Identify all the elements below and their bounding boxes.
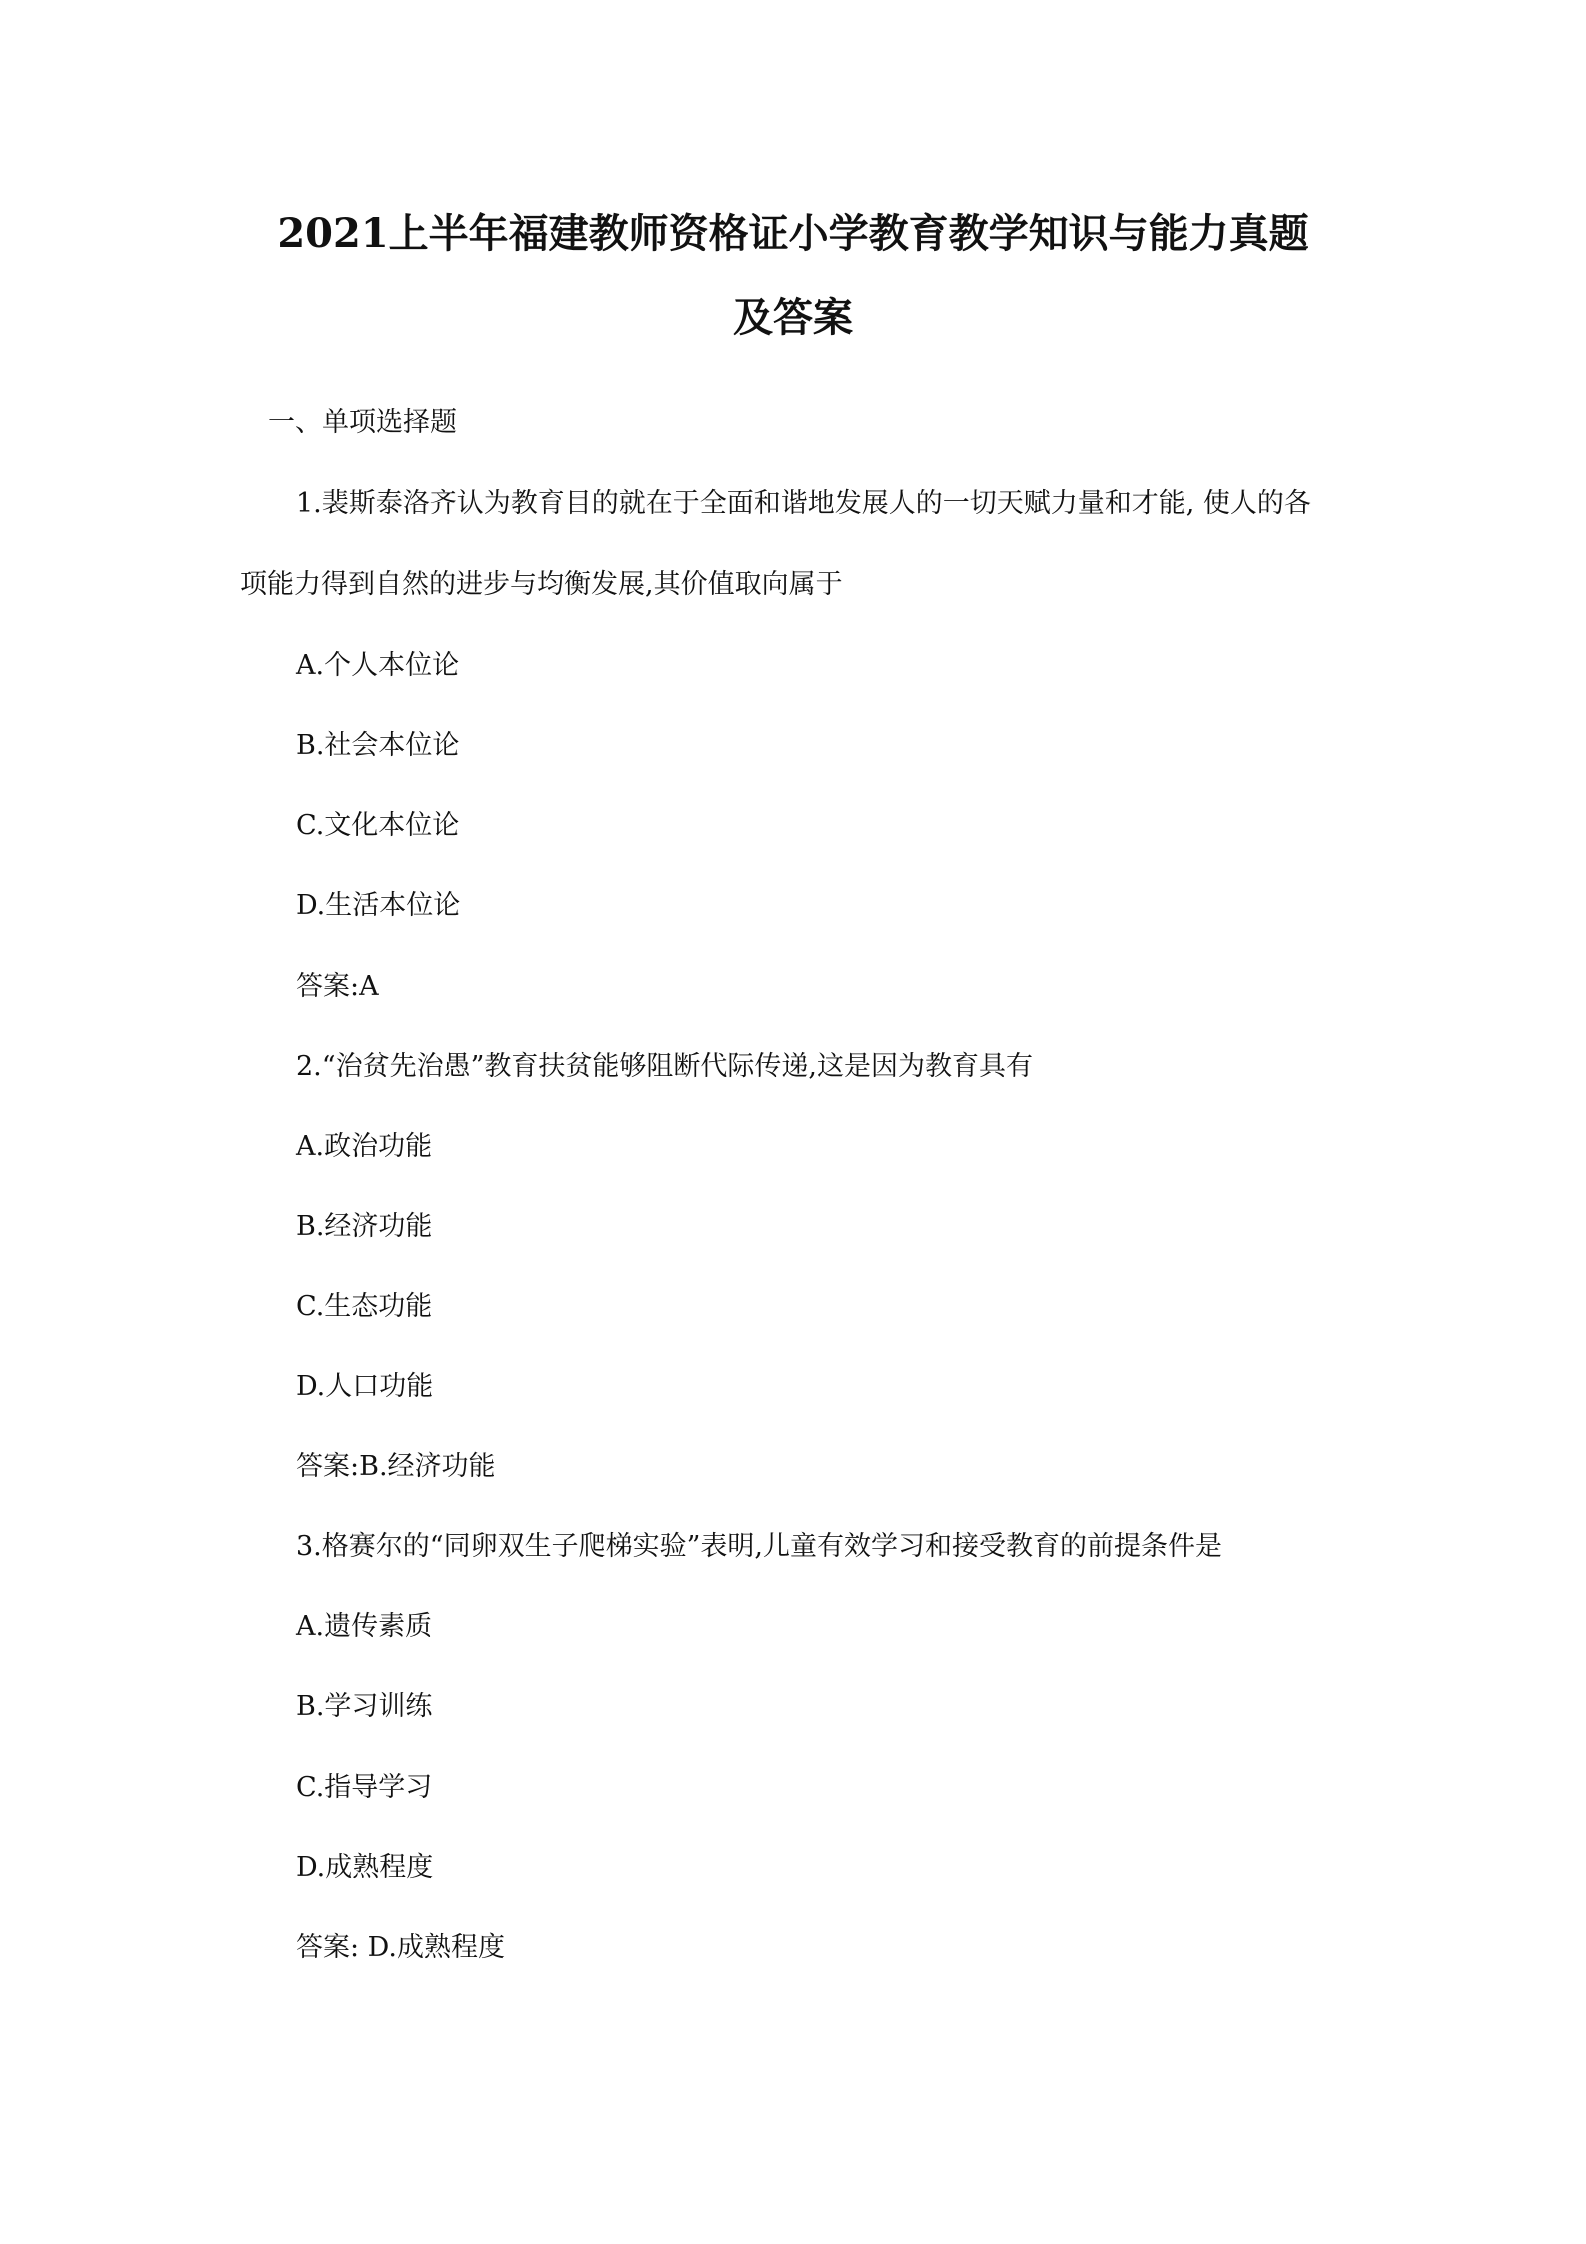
question-1-answer: 答案:A [296, 971, 379, 1002]
question-3-answer: 答案: D.成熟程度 [296, 1932, 505, 1963]
question-2-option-b: B.经济功能 [296, 1211, 433, 1242]
question-1-option-a: A.个人本位论 [296, 650, 460, 681]
question-1-option-d: D.生活本位论 [296, 890, 461, 921]
document-title-line-2: 及答案 [733, 294, 853, 341]
question-3-option-a: A.遗传素质 [296, 1611, 433, 1642]
question-3-stem-line-1: 3.格赛尔的“同卵双生子爬梯实验”表明,儿童有效学习和接受教育的前提条件是 [296, 1531, 1222, 1562]
question-3-option-b: B.学习训练 [296, 1691, 433, 1722]
question-2-stem-line-1: 2.“治贫先治愚”教育扶贫能够阻断代际传递,这是因为教育具有 [296, 1051, 1033, 1082]
question-2-option-d: D.人口功能 [296, 1371, 434, 1402]
question-1-stem-line-2: 项能力得到自然的进步与均衡发展,其价值取向属于 [240, 569, 843, 600]
question-1-stem-line-1: 1.裴斯泰洛齐认为教育目的就在于全面和谐地发展人的一切天赋力量和才能, 使人的各 [296, 488, 1311, 519]
question-1-option-c: C.文化本位论 [296, 810, 460, 841]
document-title-line-1: 2021上半年福建教师资格证小学教育教学知识与能力真题 [277, 210, 1309, 257]
question-2-answer: 答案:B.经济功能 [296, 1451, 496, 1482]
question-1-option-b: B.社会本位论 [296, 730, 460, 761]
question-3-option-d: D.成熟程度 [296, 1852, 434, 1883]
question-3-option-c: C.指导学习 [296, 1772, 433, 1803]
section-heading: 一、单项选择题 [268, 407, 457, 438]
question-2-option-c: C.生态功能 [296, 1291, 433, 1322]
question-2-option-a: A.政治功能 [296, 1131, 433, 1162]
